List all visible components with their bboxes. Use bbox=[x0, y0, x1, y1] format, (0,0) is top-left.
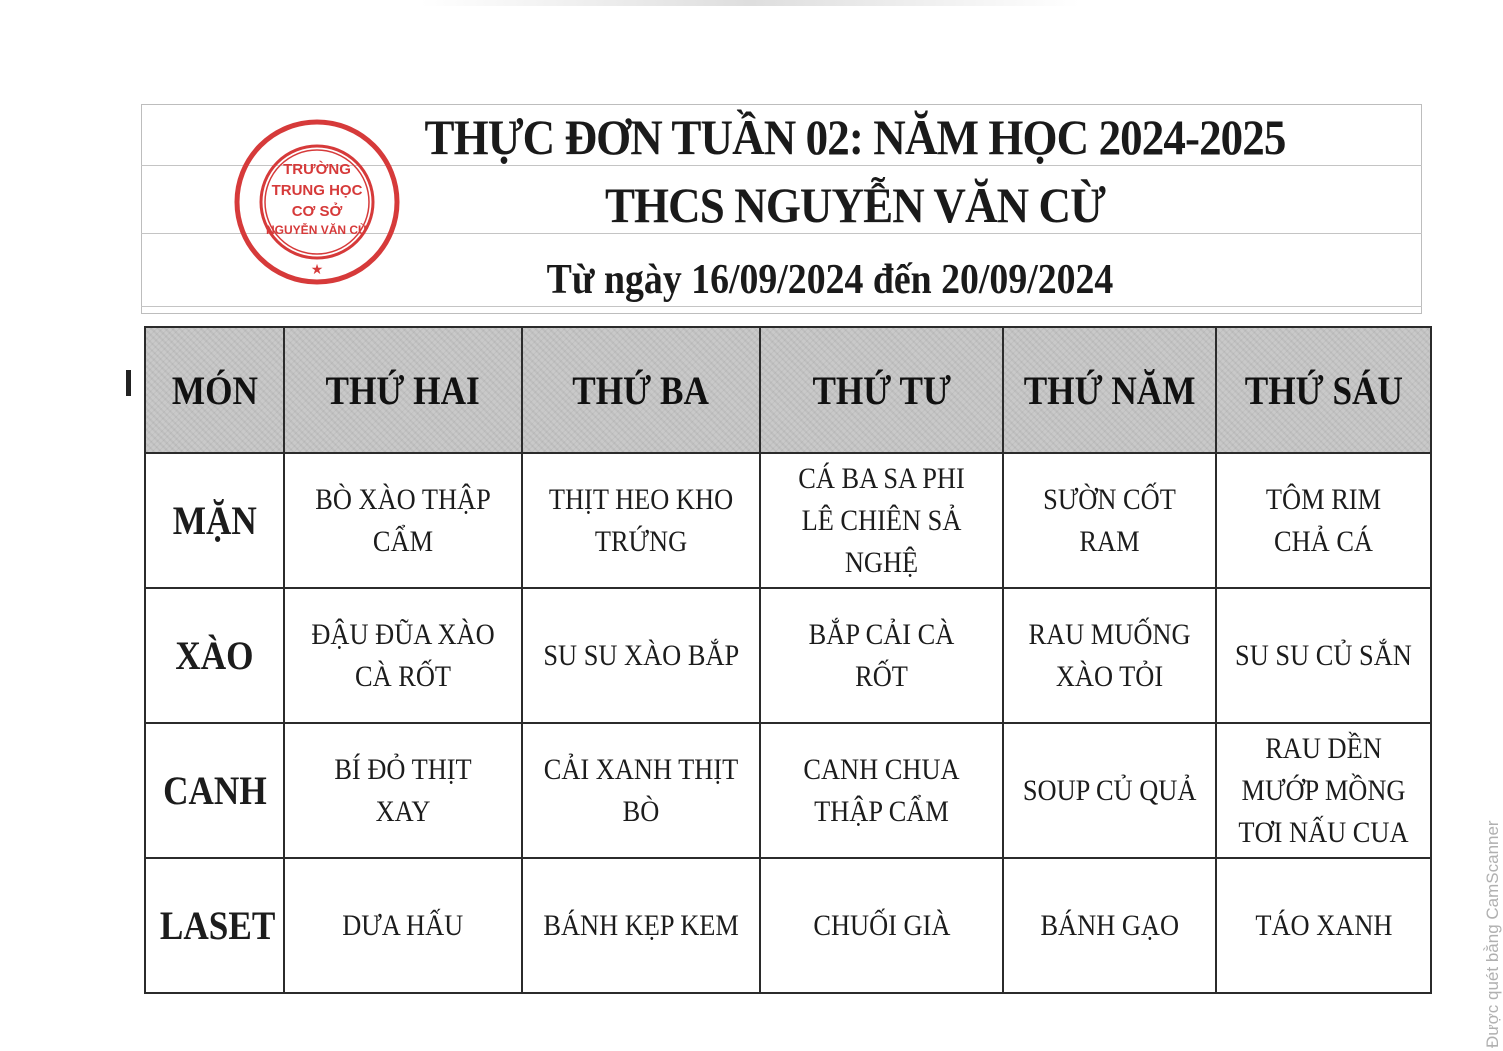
menu-cell: BÍ ĐỎ THỊT XAY bbox=[284, 723, 522, 858]
menu-cell: ĐẬU ĐŨA XÀO CÀ RỐT bbox=[284, 588, 522, 723]
menu-table bbox=[144, 326, 1432, 994]
row-label: CANH bbox=[145, 723, 284, 858]
menu-cell: CHUỐI GIÀ bbox=[760, 858, 1003, 993]
table-header-row bbox=[145, 327, 1431, 453]
stamp-line: TRUNG HỌC bbox=[271, 182, 363, 199]
row-label: MẶN bbox=[145, 453, 284, 588]
scan-speck bbox=[126, 370, 131, 396]
table-row bbox=[145, 453, 1431, 588]
header-cell-day: THỨ BA bbox=[522, 327, 760, 453]
menu-cell: CANH CHUA THẬP CẨM bbox=[760, 723, 1003, 858]
school-name: THCS NGUYỄN VĂN CỪ bbox=[604, 177, 1106, 233]
menu-cell: DƯA HẤU bbox=[284, 858, 522, 993]
menu-cell: SU SU CỦ SẮN bbox=[1216, 588, 1431, 723]
svg-text:★: ★ bbox=[310, 261, 324, 277]
header-cell-day: THỨ HAI bbox=[284, 327, 522, 453]
stamp-line: CƠ SỞ bbox=[291, 203, 343, 220]
header-cell-day: THỨ TƯ bbox=[760, 327, 1003, 453]
row-label: LASET bbox=[145, 858, 284, 993]
header-rule bbox=[141, 306, 1422, 307]
row-label: XÀO bbox=[145, 588, 284, 723]
menu-cell: BÒ XÀO THẬP CẨM bbox=[284, 453, 522, 588]
menu-cell: BẮP CẢI CÀ RỐT bbox=[760, 588, 1003, 723]
menu-cell: RAU DỀN MƯỚP MỒNG TƠI NẤU CUA bbox=[1216, 723, 1431, 858]
seal-icon bbox=[232, 117, 402, 287]
menu-cell: TÔM RIM CHẢ CÁ bbox=[1216, 453, 1431, 588]
menu-cell: RAU MUỐNG XÀO TỎI bbox=[1003, 588, 1216, 723]
menu-cell: BÁNH GẠO bbox=[1003, 858, 1216, 993]
menu-cell: THỊT HEO KHO TRỨNG bbox=[522, 453, 760, 588]
menu-cell: CẢI XANH THỊT BÒ bbox=[522, 723, 760, 858]
table-row bbox=[145, 723, 1431, 858]
stamp-line: TRƯỜNG bbox=[283, 161, 351, 178]
table-row bbox=[145, 858, 1431, 993]
table-row bbox=[145, 588, 1431, 723]
header-cell-day: THỨ SÁU bbox=[1216, 327, 1431, 453]
menu-cell: SU SU XÀO BẮP bbox=[522, 588, 760, 723]
menu-cell: TÁO XANH bbox=[1216, 858, 1431, 993]
stamp-line: NGUYỄN VĂN CỪ bbox=[266, 223, 368, 237]
date-range: Từ ngày 16/09/2024 đến 20/09/2024 bbox=[546, 257, 1114, 303]
scan-edge-shadow bbox=[420, 0, 1080, 6]
menu-cell: BÁNH KẸP KEM bbox=[522, 858, 760, 993]
menu-cell: SOUP CỦ QUẢ bbox=[1003, 723, 1216, 858]
camscanner-watermark: Được quét bằng CamScanner bbox=[1483, 820, 1502, 1048]
header-cell-day: THỨ NĂM bbox=[1003, 327, 1216, 453]
header-cell-dish: MÓN bbox=[145, 327, 284, 453]
menu-cell: SƯỜN CỐT RAM bbox=[1003, 453, 1216, 588]
document-title: THỰC ĐƠN TUẦN 02: NĂM HỌC 2024-2025 bbox=[424, 109, 1286, 165]
menu-cell: CÁ BA SA PHI LÊ CHIÊN SẢ NGHỆ bbox=[760, 453, 1003, 588]
school-seal-stamp bbox=[232, 117, 402, 287]
